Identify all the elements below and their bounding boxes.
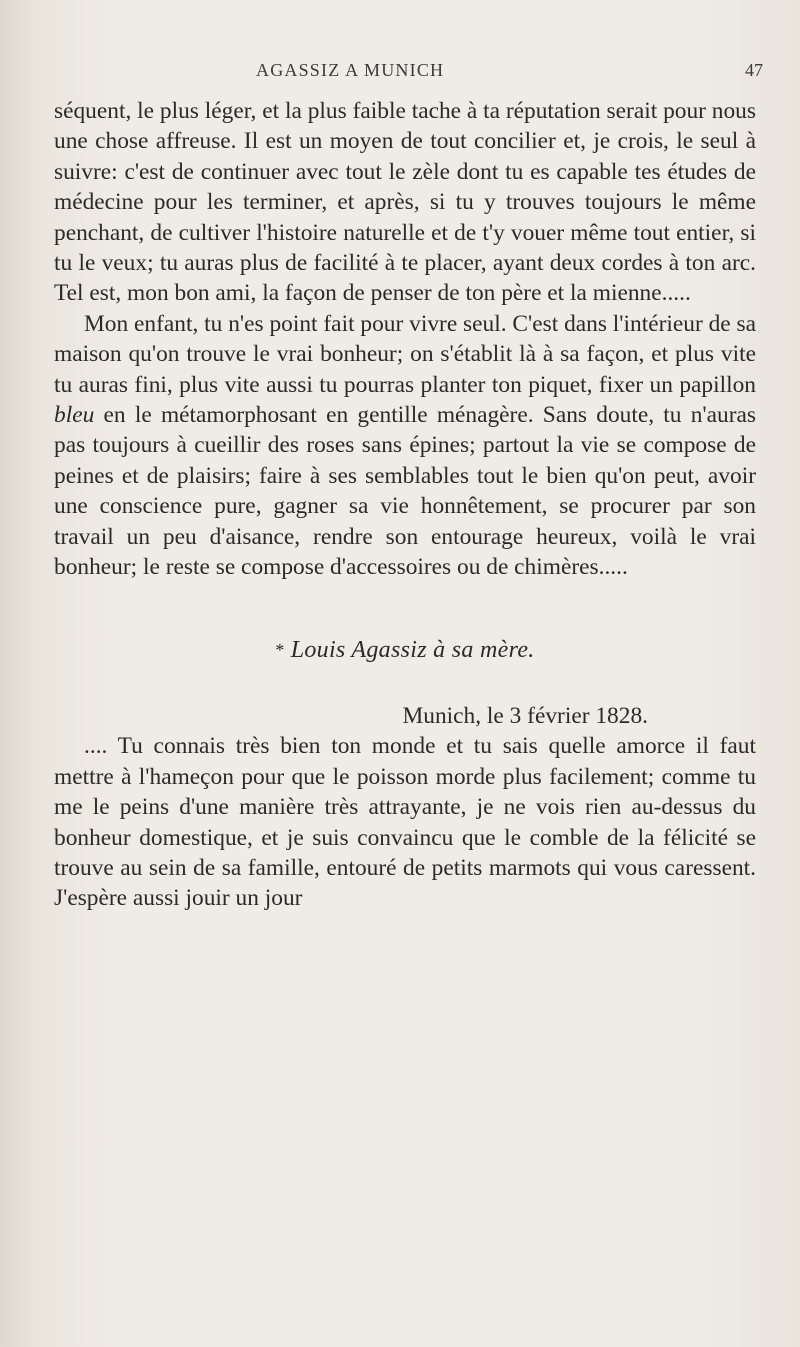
letter-text: .... Tu connais très bien ton monde et tu sais quelle amorce il faut mettre à l'hameçon pour que le poisson morde plus facilement; comme tu me le peins d'une manière très attrayante, je ne vois rien au-dessus du bonheur domestique, et je suis convaincu que le comble de la félicité se trouve au sein de sa famille, entouré de petits marmots qui vous caressent. J'espère aussi jouir un jour [54, 733, 756, 912]
paragraph-mon-enfant [54, 309, 756, 583]
letter-heading [54, 635, 756, 665]
page-number: 47 [745, 60, 763, 80]
body-text [54, 96, 756, 914]
paragraph-text: en le métamorphosant en gentille ménagère. Sans doute, tu n'auras pas toujours à cueillir des roses sans épines; partout la vie se compose de peines et de plaisirs; faire à ses semblables tout le bien qu'on peut, avoir une conscience pure, gagner sa vie honnêtement, se procurer par son travail un peu d'aisance, rendre son entourage heureux, voilà le vrai bonheur; le reste se compose d'accessoires ou de chimères..... [54, 402, 756, 581]
running-head [0, 60, 800, 84]
footnote-star: * [275, 639, 285, 660]
letter-dateline: Munich, le 3 février 1828. [402, 702, 648, 729]
paragraph-text: Mon enfant, tu n'es point fait pour vivre seul. C'est dans l'intérieur de sa maison qu'on trouve le vrai bonheur; on s'établit là à sa façon, et plus vite tu auras fini, plus vite aussi tu pourras planter ton piquet, fixer un papillon [54, 310, 756, 398]
running-title: AGASSIZ A MUNICH [256, 60, 445, 80]
paragraph-continued: séquent, le plus léger, et la plus faible tache à ta réputation serait pour nous une chose affreuse. Il est un moyen de tout concilier et, je crois, le seul à suivre: c'est de continuer avec tout le zèle dont tu es capable tes études de médecine pour les terminer, et après, si tu y trouves toujours le même penchant, de cultiver l'histoire naturelle et de t'y vouer même tout entier, si tu le veux; tu auras plus de facilité à te placer, ayant deux cordes à ton arc. Tel est, mon bon ami, la façon de penser de ton père et la mienne..... [54, 98, 756, 307]
letter-heading-text: Louis Agassiz à sa mère. [290, 636, 535, 663]
italic-word: bleu [54, 402, 95, 429]
